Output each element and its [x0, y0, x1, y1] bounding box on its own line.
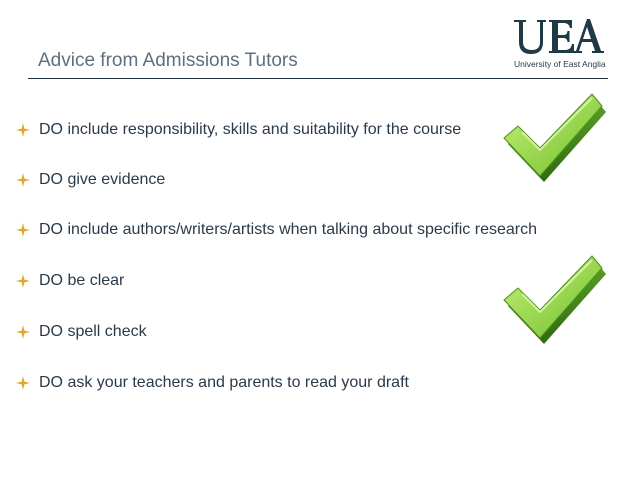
bullet-text: DO ask your teachers and parents to read your draft [39, 374, 409, 391]
list-item [16, 119, 461, 141]
sparkle-star-icon [16, 173, 30, 187]
sparkle-star-icon [16, 325, 30, 339]
list-item [16, 372, 409, 394]
sparkle-star-icon [16, 123, 30, 137]
bullet-text: DO be clear [39, 272, 125, 289]
bullet-text: DO spell check [39, 323, 147, 340]
green-checkmark-icon [500, 88, 610, 198]
bullet-text: DO include authors/writers/artists when talking about specific research [39, 221, 537, 238]
sparkle-star-icon [16, 274, 30, 288]
list-item [16, 169, 165, 191]
list-item [16, 270, 124, 292]
sparkle-star-icon [16, 376, 30, 390]
sparkle-star-icon [16, 223, 30, 237]
green-checkmark-icon [500, 250, 610, 360]
slide-title: Advice from Admissions Tutors [38, 50, 298, 71]
list-item [16, 321, 147, 343]
bullet-text: DO include responsibility, skills and suitability for the course [39, 121, 462, 138]
bullet-text: DO give evidence [39, 171, 166, 188]
logo-caption: University of East Anglia [514, 59, 606, 69]
list-item [16, 219, 537, 241]
